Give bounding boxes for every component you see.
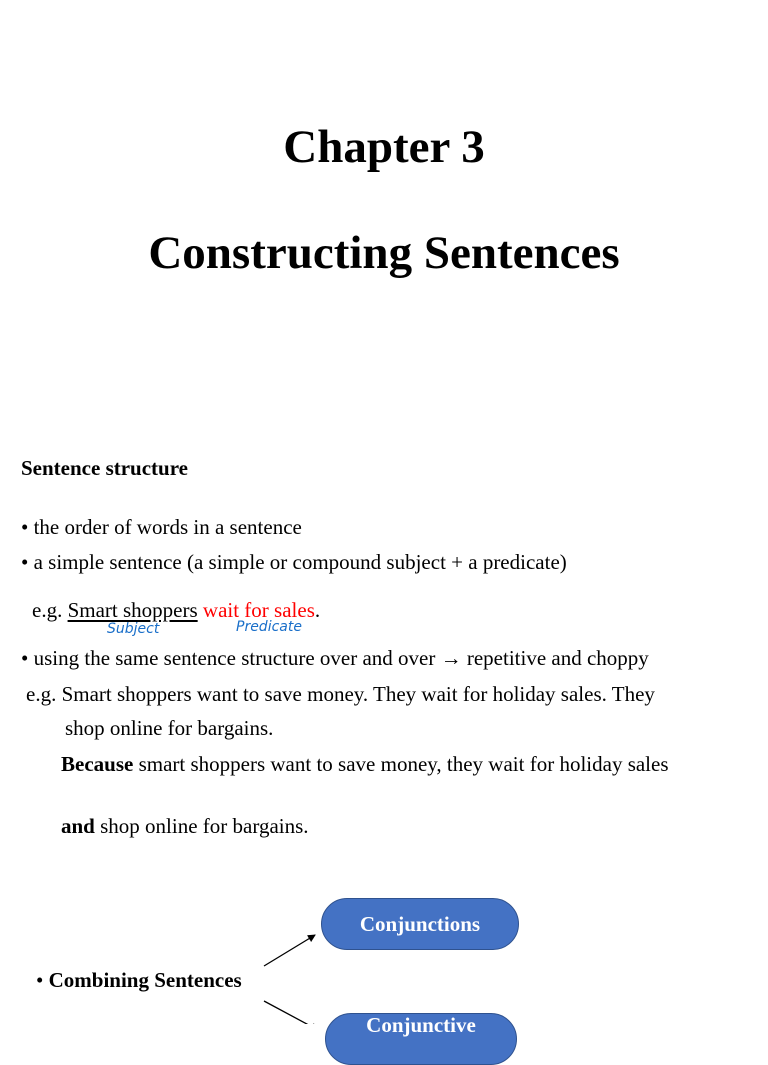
combining-label: Combining Sentences — [48, 968, 242, 992]
and-word: and — [61, 814, 95, 838]
example-choppy-line-1: e.g. Smart shoppers want to save money. They wait for holiday sales. They — [26, 682, 655, 706]
example-period: . — [314, 598, 321, 622]
example-subject: Smart shoppers — [67, 598, 198, 622]
combining-bullet: • — [36, 968, 49, 992]
example-predicate: wait for sales — [202, 598, 315, 622]
conjunctions-box: Conjunctions — [321, 898, 519, 950]
predicate-label: Predicate — [236, 619, 302, 635]
arrow-to-conjunctive — [264, 1001, 318, 1024]
section-heading: Sentence structure — [21, 456, 188, 480]
arrow-to-conjunctions — [264, 935, 315, 966]
bullet-word-order: • the order of words in a sentence — [21, 515, 302, 539]
chapter-title: Chapter 3 — [283, 121, 485, 173]
example-prefix: e.g. — [32, 598, 68, 622]
example-choppy-line-2: shop online for bargains. — [65, 716, 274, 740]
subject-label: Subject — [107, 621, 160, 637]
chapter-subtitle: Constructing Sentences — [148, 227, 620, 279]
bullet-simple-sentence: • a simple sentence (a simple or compound subject + a predicate) — [21, 550, 567, 574]
because-rest: smart shoppers want to save money, they wait for holiday sales — [133, 752, 669, 776]
conjunctive-box: Conjunctive — [325, 1013, 517, 1065]
because-word: Because — [61, 752, 134, 776]
and-rest: shop online for bargains. — [94, 814, 309, 838]
bullet-repetitive: • using the same sentence structure over and over → repetitive and choppy — [21, 646, 649, 670]
